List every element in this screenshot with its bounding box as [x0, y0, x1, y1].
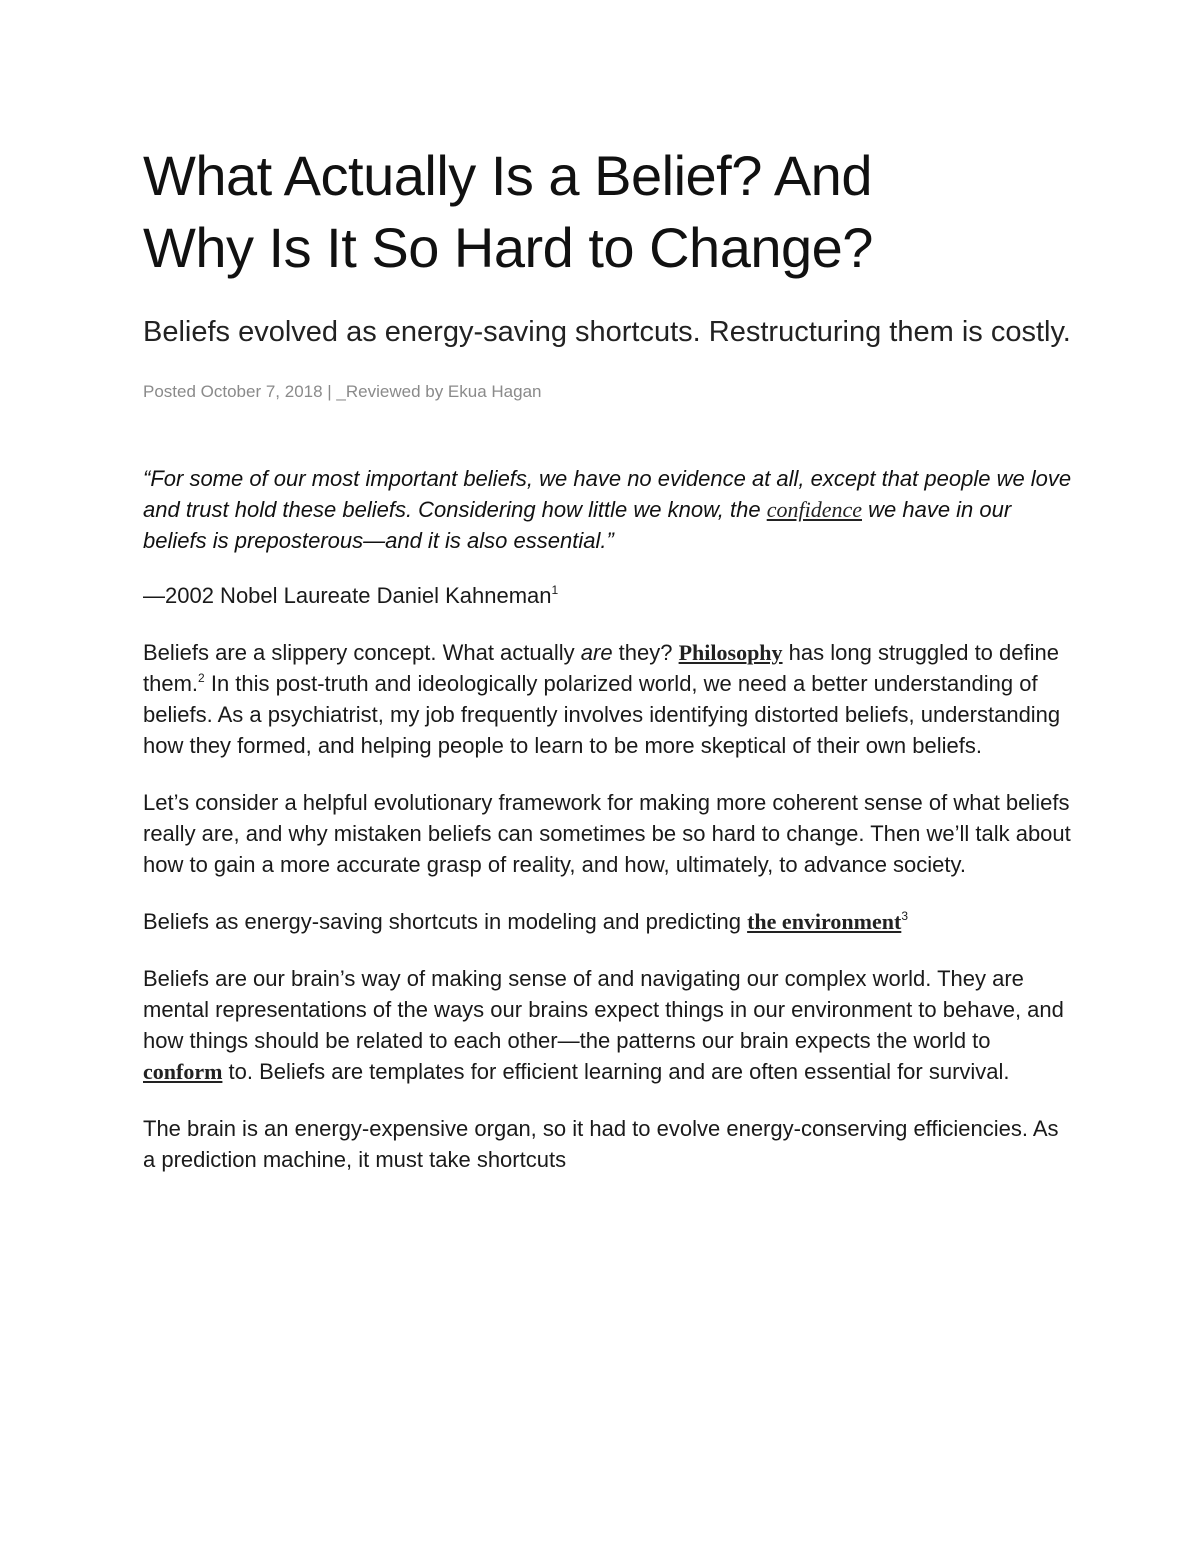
footnote-2[interactable]: 2 [198, 671, 205, 685]
paragraph-4 [143, 963, 1073, 1087]
footnote-3[interactable]: 3 [901, 909, 908, 923]
byline: Posted October 7, 2018 | _Reviewed by Ekua Hagan [143, 382, 542, 401]
p1-emphasis: are [580, 640, 613, 665]
philosophy-link[interactable]: Philosophy [678, 640, 783, 665]
confidence-link[interactable]: confidence [766, 497, 862, 522]
quote-text-1: “For some of our most important beliefs, we have no evidence at all, except that people we love and trust hold these beliefs. Considering how little we know, the [143, 466, 1072, 522]
p4-text-b: to. Beliefs are templates for efficient learning and are often essential for survival. [222, 1059, 1010, 1084]
p1-text-b: they? [612, 640, 679, 665]
p1-text-a: Beliefs are a slippery concept. What actually [143, 640, 581, 665]
title-line-1: What Actually Is a Belief? And [143, 144, 872, 207]
p1-text-c: has long struggled to define them. [143, 640, 1059, 696]
quote-text-2: we have in our beliefs is preposterous—and it is also essential.” [143, 497, 1012, 553]
paragraph-1 [143, 637, 1073, 761]
article [143, 140, 1073, 1175]
section-heading [143, 906, 1073, 937]
p1-text-d: In this post-truth and ideologically polarized world, we need a better understanding of beliefs. As a psychiatrist, my job frequently involves identifying distorted beliefs, understanding how they formed, and helping people to learn to be more skeptical of their own beliefs. [143, 671, 1061, 758]
attribution-text: —2002 Nobel Laureate Daniel Kahneman [143, 583, 552, 608]
quote-attribution [143, 580, 1073, 611]
footnote-1[interactable]: 1 [551, 583, 559, 597]
conform-link[interactable]: conform [143, 1059, 223, 1084]
heading-text: Beliefs as energy-saving shortcuts in modeling and predicting [143, 909, 748, 934]
paragraph-5: The brain is an energy-expensive organ, so it had to evolve energy-conserving efficiencies. As a prediction machine, it must take shortcuts [143, 1116, 1059, 1172]
p4-text-a: Beliefs are our brain’s way of making sense of and navigating our complex world. They are mental representations of the ways our brains expect things in our environment to behave, and how things should be related to each other—the patterns our brain expects the world to [143, 966, 1064, 1053]
epigraph-quote [143, 463, 1073, 556]
paragraph-2: Let’s consider a helpful evolutionary framework for making more coherent sense of what beliefs really are, and why mistaken beliefs can sometimes be so hard to change. Then we’ll talk about how to gain a more accurate grasp of reality, and how, ultimately, to advance society. [143, 790, 1071, 877]
article-subtitle: Beliefs evolved as energy-saving shortcuts. Restructuring them is costly. [143, 316, 1071, 348]
environment-link[interactable]: the environment [747, 909, 902, 934]
title-line-2: Why Is It So Hard to Change? [143, 216, 873, 279]
article-title [143, 140, 1073, 284]
